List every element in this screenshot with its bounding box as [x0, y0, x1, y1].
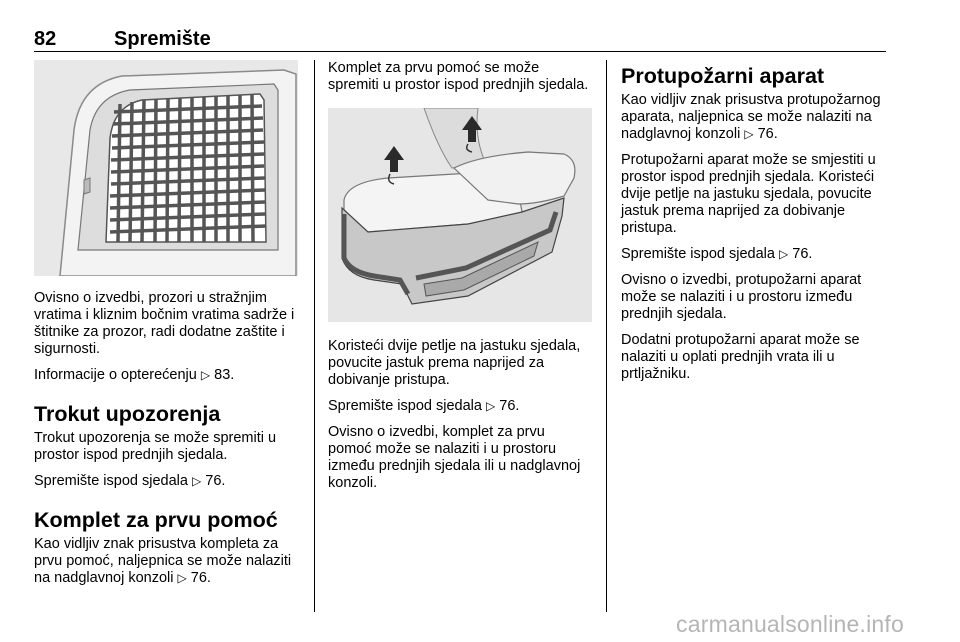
column-divider-1 — [314, 60, 315, 612]
xref-link[interactable]: 76. — [792, 246, 813, 262]
column-divider-2 — [606, 60, 607, 612]
seat-cushion-illustration — [328, 108, 592, 322]
warning-triangle-paragraph: Trokut upozorenja se može spremiti u prostor ispod prednjih sjedala. — [34, 430, 277, 463]
extinguisher-label-paragraph: Kao vidljiv znak prisustva protupožarnog aparata, naljepnica se može nalaziti na nadglavnoj konzoli ▷ 76. — [621, 92, 881, 142]
arrow-right-icon: ▷ — [485, 399, 496, 413]
cushion-instructions-paragraph: Koristeći dvije petlje na jastuku sjedala, povucite jastuk prema naprijed za dobivanje pristupa. — [328, 338, 581, 388]
xref-link[interactable]: 76. — [205, 473, 226, 489]
seat-storage-ref-paragraph: Spremište ispod sjedala ▷ 76. — [328, 398, 520, 414]
arrow-right-icon: ▷ — [177, 571, 187, 585]
arrow-right-icon: ▷ — [200, 368, 211, 382]
window-grille-image — [34, 60, 298, 276]
first-aid-label-paragraph: Kao vidljiv znak prisustva kompleta za prvu pomoć, naljepnica se može nalaziti na nadglavnoj konzoli ▷ 76. — [34, 536, 292, 586]
arrow-right-icon: ▷ — [191, 474, 202, 488]
xref-link[interactable]: 76. — [757, 126, 778, 142]
window-guard-paragraph: Ovisno o izvedbi, prozori u stražnjim vratima i kliznim bočnim vratima sadrže i štitnike za prozor, radi dodatne zaštite i sigurnosti. — [34, 290, 295, 357]
additional-extinguisher-paragraph: Dodatni protupožarni aparat može se nalaziti u oplati prednjih vrata ili u prtljažniku. — [621, 332, 860, 382]
page-title: Spremište — [114, 28, 211, 50]
extinguisher-location-paragraph: Ovisno o izvedbi, protupožarni aparat može se nalaziti i u prostoru između prednjih sjedala. — [621, 272, 862, 322]
header-divider — [34, 51, 886, 52]
seat-storage-ref-paragraph: Spremište ispod sjedala ▷ 76. — [621, 246, 813, 262]
column-1 — [34, 60, 298, 596]
arrow-right-icon: ▷ — [744, 127, 754, 141]
column-3 — [621, 60, 889, 392]
xref-link[interactable]: 76. — [190, 570, 211, 586]
xref-link[interactable]: 83. — [214, 367, 235, 383]
arrow-right-icon: ▷ — [778, 247, 789, 261]
window-grille-illustration — [34, 60, 298, 276]
watermark: carmanualsonline.info — [676, 611, 904, 637]
page-header — [34, 28, 886, 52]
page-number: 82 — [34, 28, 57, 50]
xref-link[interactable]: 76. — [499, 398, 520, 414]
load-info-paragraph: Informacije o opterećenju ▷ 83. — [34, 367, 235, 383]
seat-cushion-image — [328, 108, 592, 322]
fire-extinguisher-heading: Protupožarni aparat — [621, 64, 825, 88]
first-aid-storage-paragraph: Komplet za prvu pomoć se može spremiti u prostor ispod prednjih sjedala. — [328, 60, 589, 93]
first-aid-location-paragraph: Ovisno o izvedbi, komplet za prvu pomoć može se nalaziti i u prostoru između prednjih sjedala ili u nadglavnoj konzoli. — [328, 424, 581, 491]
extinguisher-storage-paragraph: Protupožarni aparat može se smjestiti u prostor ispod prednjih sjedala. Koristeći dvije petlje na jastuku sjedala, povucite jastuk prema naprijed za dobivanje pristupa. — [621, 152, 876, 236]
first-aid-heading: Komplet za prvu pomoć — [34, 508, 278, 532]
warning-triangle-heading: Trokut upozorenja — [34, 402, 221, 426]
column-2 — [328, 60, 592, 501]
seat-storage-ref-paragraph: Spremište ispod sjedala ▷ 76. — [34, 473, 226, 489]
